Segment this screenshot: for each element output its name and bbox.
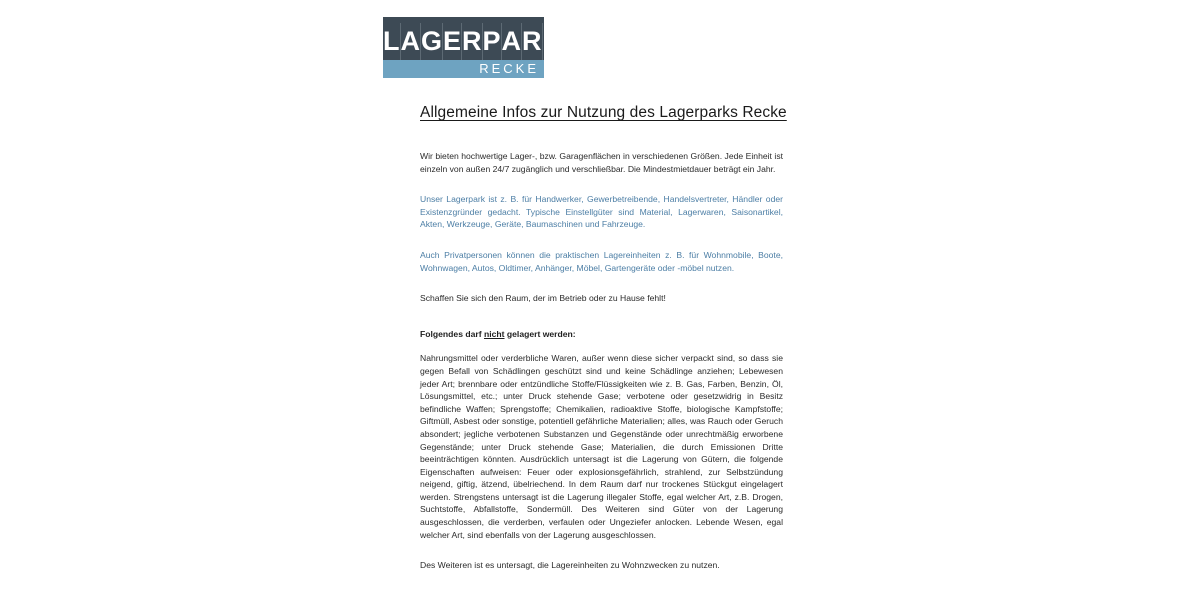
prohibited-heading-before: Folgendes darf	[420, 328, 484, 339]
logo-letter-8: R	[522, 23, 543, 60]
spacer	[420, 317, 783, 328]
logo-letter-4: E	[443, 23, 462, 60]
logo-subtitle-band	[383, 60, 544, 78]
logo-letter-5: R	[462, 23, 483, 60]
prohibited-heading-emphasis: nicht	[483, 328, 505, 339]
logo-wordmark	[383, 23, 563, 60]
prohibited-heading	[420, 328, 783, 341]
logo-letter-2: A	[401, 23, 422, 60]
closing-paragraph: Des Weiteren ist es untersagt, die Lagereinheiten zu Wohnzwecken zu nutzen.	[420, 560, 720, 571]
lagerpark-recke-logo	[383, 17, 563, 78]
logo-subtitle-text: RECKE	[479, 61, 539, 76]
call-to-action-paragraph: Schaffen Sie sich den Raum, der im Betrieb oder zu Hause fehlt!	[420, 293, 666, 304]
logo-letter-7: A	[502, 23, 523, 60]
business-usage-paragraph: Unser Lagerpark ist z. B. für Handwerker, Gewerbetreibende, Handelsvertreter, Händler oder Existenzgründer gedacht. Typische Einstellgüter sind Material, Lagerwaren, Saisonartikel, Akten, Werkzeuge, Geräte, Baumaschinen und Fahrzeuge.	[420, 194, 783, 230]
prohibited-heading-after: gelagert werden:	[504, 328, 576, 339]
page-title: Allgemeine Infos zur Nutzung des Lagerparks Recke	[420, 104, 787, 121]
logo-letter-1: L	[383, 23, 401, 60]
intro-paragraph: Wir bieten hochwertige Lager-, bzw. Garagenflächen in verschiedenen Größen. Jede Einheit ist einzeln von außen 24/7 zugänglich und verschließbar. Die Mindestmietdauer beträgt ein Jahr.	[420, 151, 783, 174]
logo-letter-6: P	[483, 23, 502, 60]
prohibited-items-paragraph: Nahrungsmittel oder verderbliche Waren, außer wenn diese sicher verpackt sind, so dass sie gegen Befall von Schädlingen geschützt sind und keine Schädlinge anziehen; Lebewesen jeder Art; brennbare oder entzündliche Stoffe/Flüssigkeiten wie z. B. Gas, Farben, Benzin, Öl, Lösungsmittel, etc.; unter Druck stehende Gase; verbotene oder gesetzwidrig in Besitz befindliche Waffen; Sprengstoffe; Chemikalien, radioaktive Stoffe, biologische Kampfstoffe; Giftmüll, Asbest oder sonstige, potentiell gefährliche Materialien; alles, was Rauch oder Geruch absondert; jegliche verbotenen Substanzen und Gegenstände oder unrechtmäßig erworbene Gegenstände; unter Druck stehende Gase; Materialien, die durch Emissionen Dritte beeinträchtigen könnten. Ausdrücklich untersagt ist die Lagerung von Gütern, die folgende Eigenschaften aufweisen: Feuer oder explosionsgefährlich, strahlend, zur Selbstzündung neigend, giftig, ätzend, übelriechend. In dem Raum darf nur trockenes Stückgut eingelagert werden. Strengstens untersagt ist die Lagerung illegaler Stoffe, egal welcher Art, z.B. Drogen, Suchtstoffe, Abfallstoffe, Sondermüll. Des Weiteren sind Güter von der Lagerung ausgeschlossen, die verderben, verfaulen oder Ungeziefer anlocken. Lebende Wesen, egal welcher Art, sind ebenfalls von der Lagerung ausgeschlossen.	[420, 353, 783, 540]
logo-letter-3: G	[421, 23, 443, 60]
private-usage-paragraph: Auch Privatpersonen können die praktischen Lagereinheiten z. B. für Wohnmobile, Boote, Wohnwagen, Autos, Oldtimer, Anhänger, Möbel, Gartengeräte oder -möbel nutzen.	[420, 249, 783, 273]
logo-letter-9: K	[542, 26, 563, 56]
document-content	[420, 104, 787, 584]
